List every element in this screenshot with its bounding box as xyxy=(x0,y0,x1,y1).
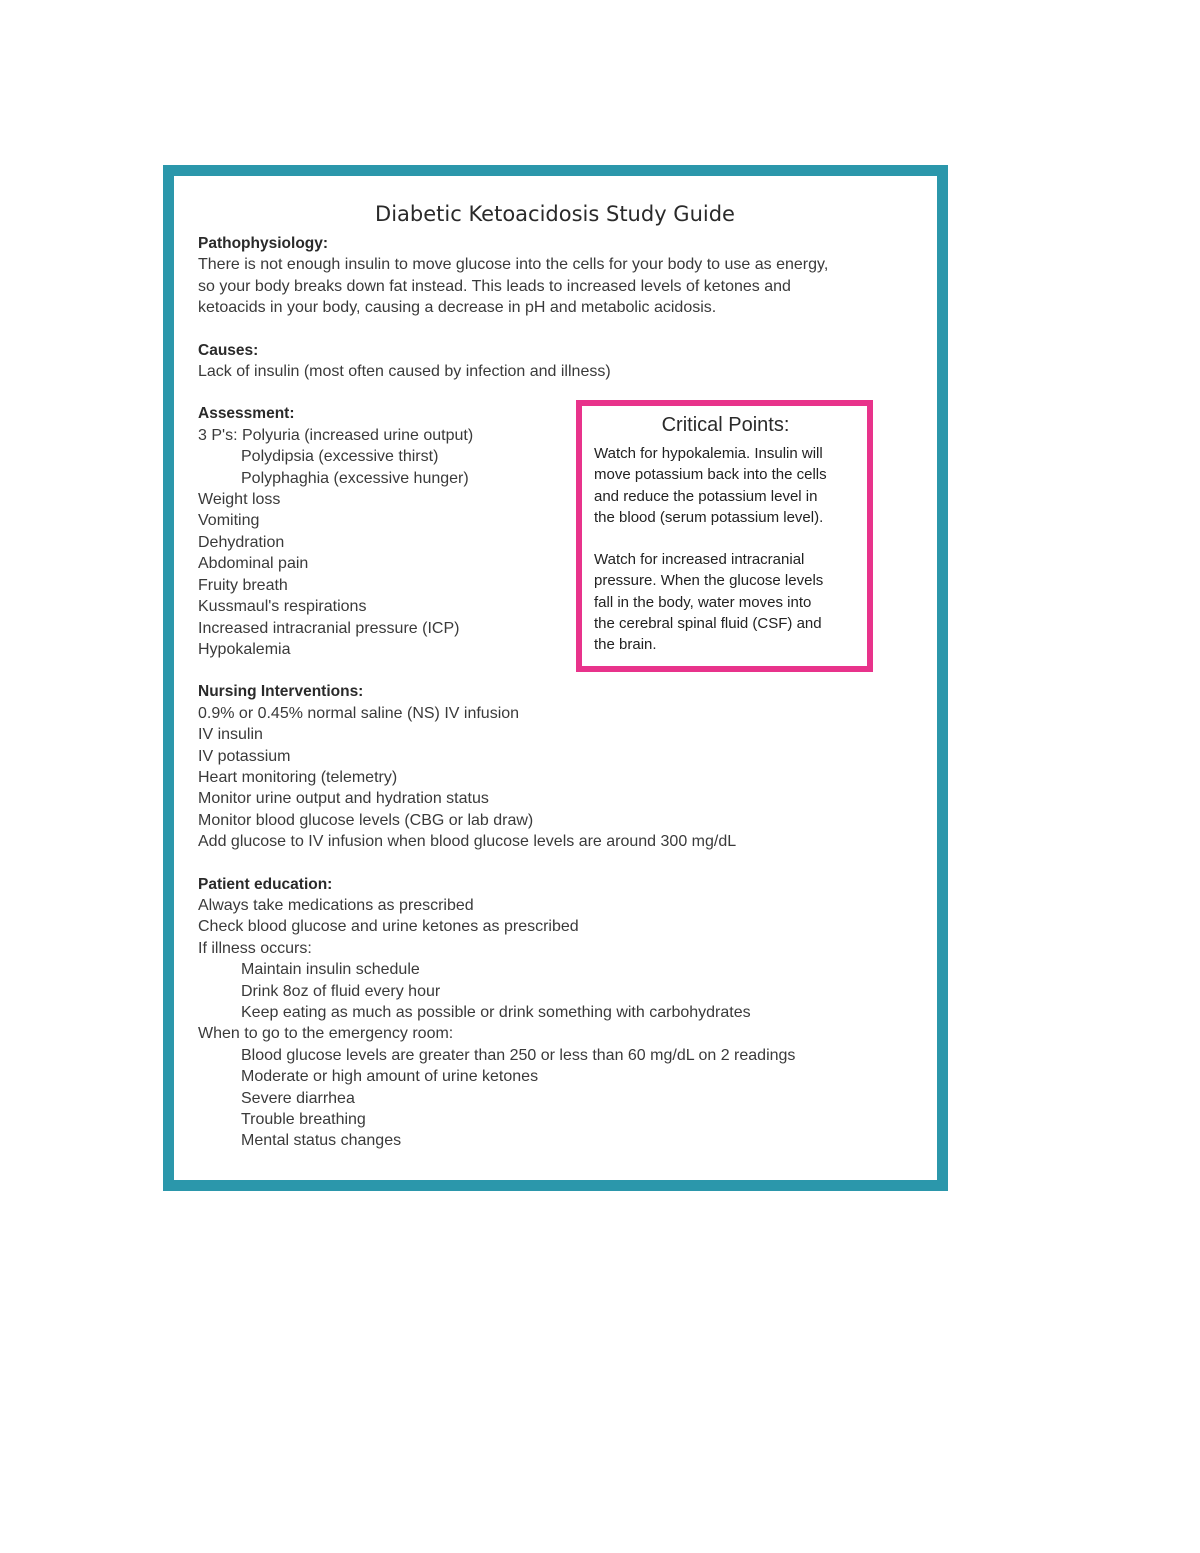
study-guide-content xyxy=(198,233,918,1152)
education-item: Check blood glucose and urine ketones as prescribed xyxy=(198,918,579,936)
document-title: Diabetic Ketoacidosis Study Guide xyxy=(375,202,735,226)
education-item: Trouble breathing xyxy=(241,1111,366,1129)
education-item: Always take medications as prescribed xyxy=(198,896,474,914)
education-item: If illness occurs: xyxy=(198,939,312,957)
pathophysiology-heading: Pathophysiology: xyxy=(198,235,329,252)
critical-points-line: move potassium back into the cells xyxy=(594,466,827,484)
intervention-item: Monitor urine output and hydration status xyxy=(198,790,489,808)
assessment-item: 3 P's: Polyuria (increased urine output) xyxy=(198,426,474,444)
pathophysiology-line: ketoacids in your body, causing a decrease in pH and metabolic acidosis. xyxy=(198,299,717,317)
intervention-item: Add glucose to IV infusion when blood glucose levels are around 300 mg/dL xyxy=(198,833,737,851)
critical-points-line: fall in the body, water moves into xyxy=(594,593,812,611)
intervention-item: Monitor blood glucose levels (CBG or lab draw) xyxy=(198,811,534,829)
critical-points-line: the blood (serum potassium level). xyxy=(594,508,824,526)
critical-points-line: the cerebral spinal fluid (CSF) and xyxy=(594,615,822,633)
pathophysiology-line: There is not enough insulin to move glucose into the cells for your body to use as energy, xyxy=(198,256,829,274)
education-item: When to go to the emergency room: xyxy=(198,1025,454,1043)
assessment-item: Polyphaghia (excessive hunger) xyxy=(241,469,469,487)
education-item: Keep eating as much as possible or drink something with carbohydrates xyxy=(241,1004,751,1021)
intervention-item: 0.9% or 0.45% normal saline (NS) IV infusion xyxy=(198,704,520,722)
assessment-heading: Assessment: xyxy=(198,405,295,423)
assessment-item: Kussmaul's respirations xyxy=(198,598,367,616)
critical-points-line: Watch for increased intracranial xyxy=(594,551,805,569)
critical-points-box xyxy=(576,400,873,672)
education-item: Moderate or high amount of urine ketones xyxy=(241,1068,539,1086)
nursing-interventions-heading: Nursing Interventions: xyxy=(198,683,364,701)
education-item: Maintain insulin schedule xyxy=(241,961,420,979)
causes-heading: Causes: xyxy=(198,341,259,359)
intervention-item: Heart monitoring (telemetry) xyxy=(198,768,398,786)
critical-points-line: Watch for hypokalemia. Insulin will xyxy=(594,445,823,462)
assessment-item: Polydipsia (excessive thirst) xyxy=(241,448,439,466)
critical-points-line: the brain. xyxy=(594,636,657,654)
education-item: Severe diarrhea xyxy=(241,1089,355,1107)
assessment-item: Vomiting xyxy=(198,512,260,530)
assessment-item: Weight loss xyxy=(198,491,281,509)
education-item: Drink 8oz of fluid every hour xyxy=(241,982,441,1000)
assessment-item: Increased intracranial pressure (ICP) xyxy=(198,619,460,637)
education-item: Blood glucose levels are greater than 250 or less than 60 mg/dL on 2 readings xyxy=(241,1046,796,1064)
assessment-item: Hypokalemia xyxy=(198,640,291,658)
assessment-item: Fruity breath xyxy=(198,576,288,594)
patient-education-heading: Patient education: xyxy=(198,875,333,893)
intervention-item: IV insulin xyxy=(198,726,263,744)
critical-points-title: Critical Points: xyxy=(661,414,790,436)
causes-text: Lack of insulin (most often caused by infection and illness) xyxy=(198,363,611,381)
assessment-item: Dehydration xyxy=(198,533,285,551)
assessment-item: Abdominal pain xyxy=(198,555,309,573)
critical-points-line: pressure. When the glucose levels xyxy=(594,572,824,590)
intervention-item: IV potassium xyxy=(198,747,291,765)
pathophysiology-line: so your body breaks down fat instead. This leads to increased levels of ketones and xyxy=(198,277,791,295)
critical-points-line: and reduce the potassium level in xyxy=(594,487,818,505)
education-item: Mental status changes xyxy=(241,1132,402,1150)
